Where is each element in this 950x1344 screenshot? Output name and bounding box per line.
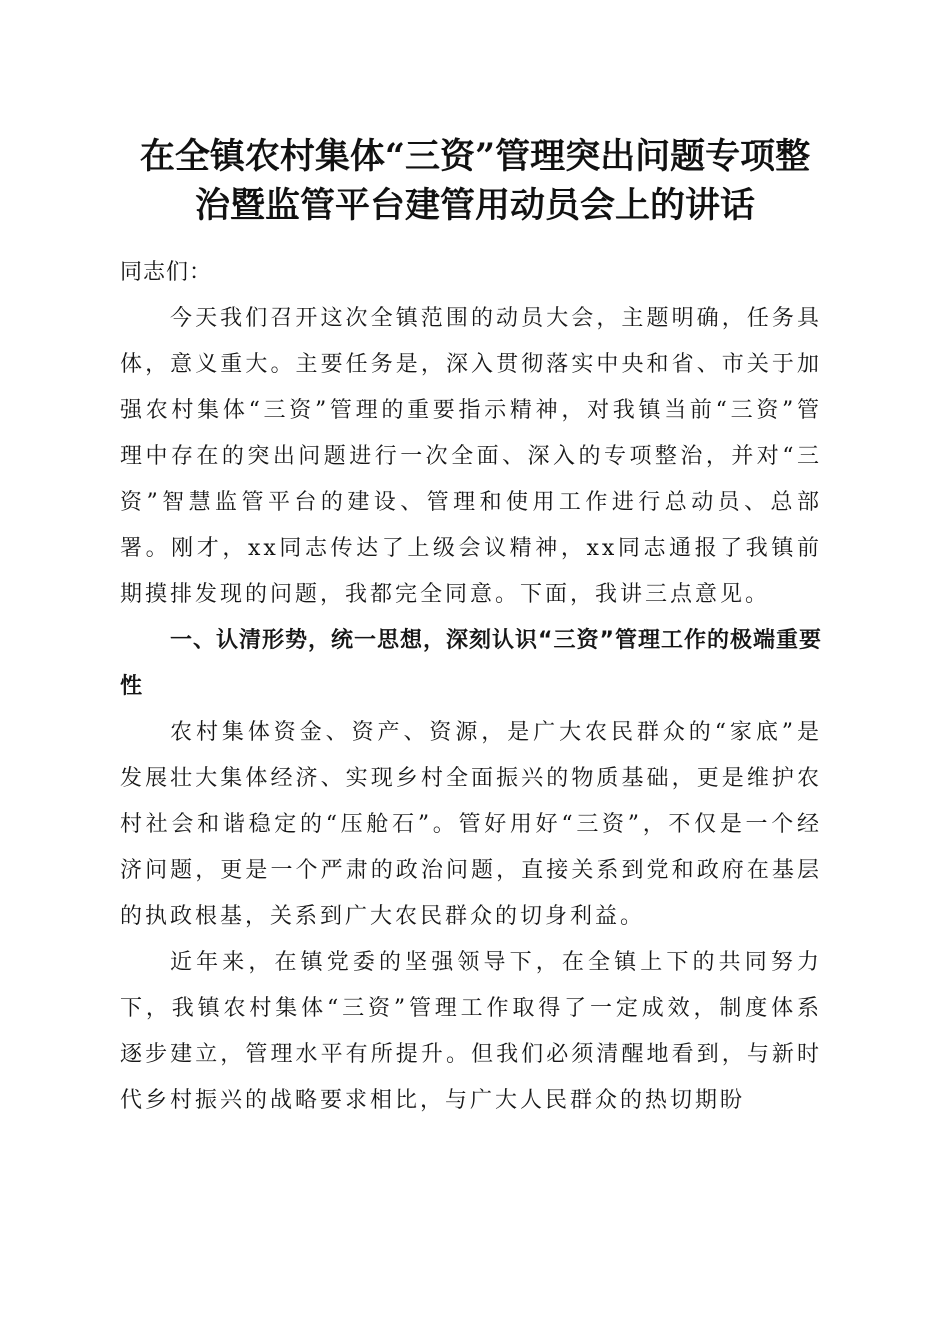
document-title: [100, 132, 850, 230]
section1-paragraph-1: 农村集体资金、资产、资源，是广大农民群众的“家底”是发展壮大集体经济、实现乡村全面振兴的物质基础，更是维护农村社会和谐稳定的“压舱石”。管好用好“三资”，不仅是一个经济问题，更是一个严肃的政治问题，直接关系到党和政府在基层的执政根基，关系到广大农民群众的切身利益。: [120, 720, 822, 929]
intro-paragraph: 今天我们召开这次全镇范围的动员大会，主题明确，任务具体，意义重大。主要任务是，深入贯彻落实中央和省、市关于加强农村集体“三资”管理的重要指示精神，对我镇当前“三资”管理中存在的突出问题进行一次全面、深入的专项整治，并对“三资”智慧监管平台的建设、管理和使用工作进行总动员、总部署。刚才，xx同志传达了上级会议精神，xx同志通报了我镇前期摸排发现的问题，我都完全同意。下面，我讲三点意见。: [120, 306, 822, 607]
document-body: [120, 250, 822, 1124]
section-heading-1: 一、认清形势，统一思想，深刻认识“三资”管理工作的极端重要性: [120, 628, 822, 699]
section1-paragraph-2: 近年来，在镇党委的坚强领导下，在全镇上下的共同努力下，我镇农村集体“三资”管理工作取得了一定成效，制度体系逐步建立，管理水平有所提升。但我们必须清醒地看到，与新时代乡村振兴的战略要求相比，与广大人民群众的热切期盼: [120, 950, 822, 1113]
title-line-2: 治暨监管平台建管用动员会上的讲话: [194, 185, 755, 226]
title-line-1: 在全镇农村集体“三资”管理突出问题专项整: [139, 136, 811, 177]
salutation: 同志们：: [120, 260, 213, 285]
